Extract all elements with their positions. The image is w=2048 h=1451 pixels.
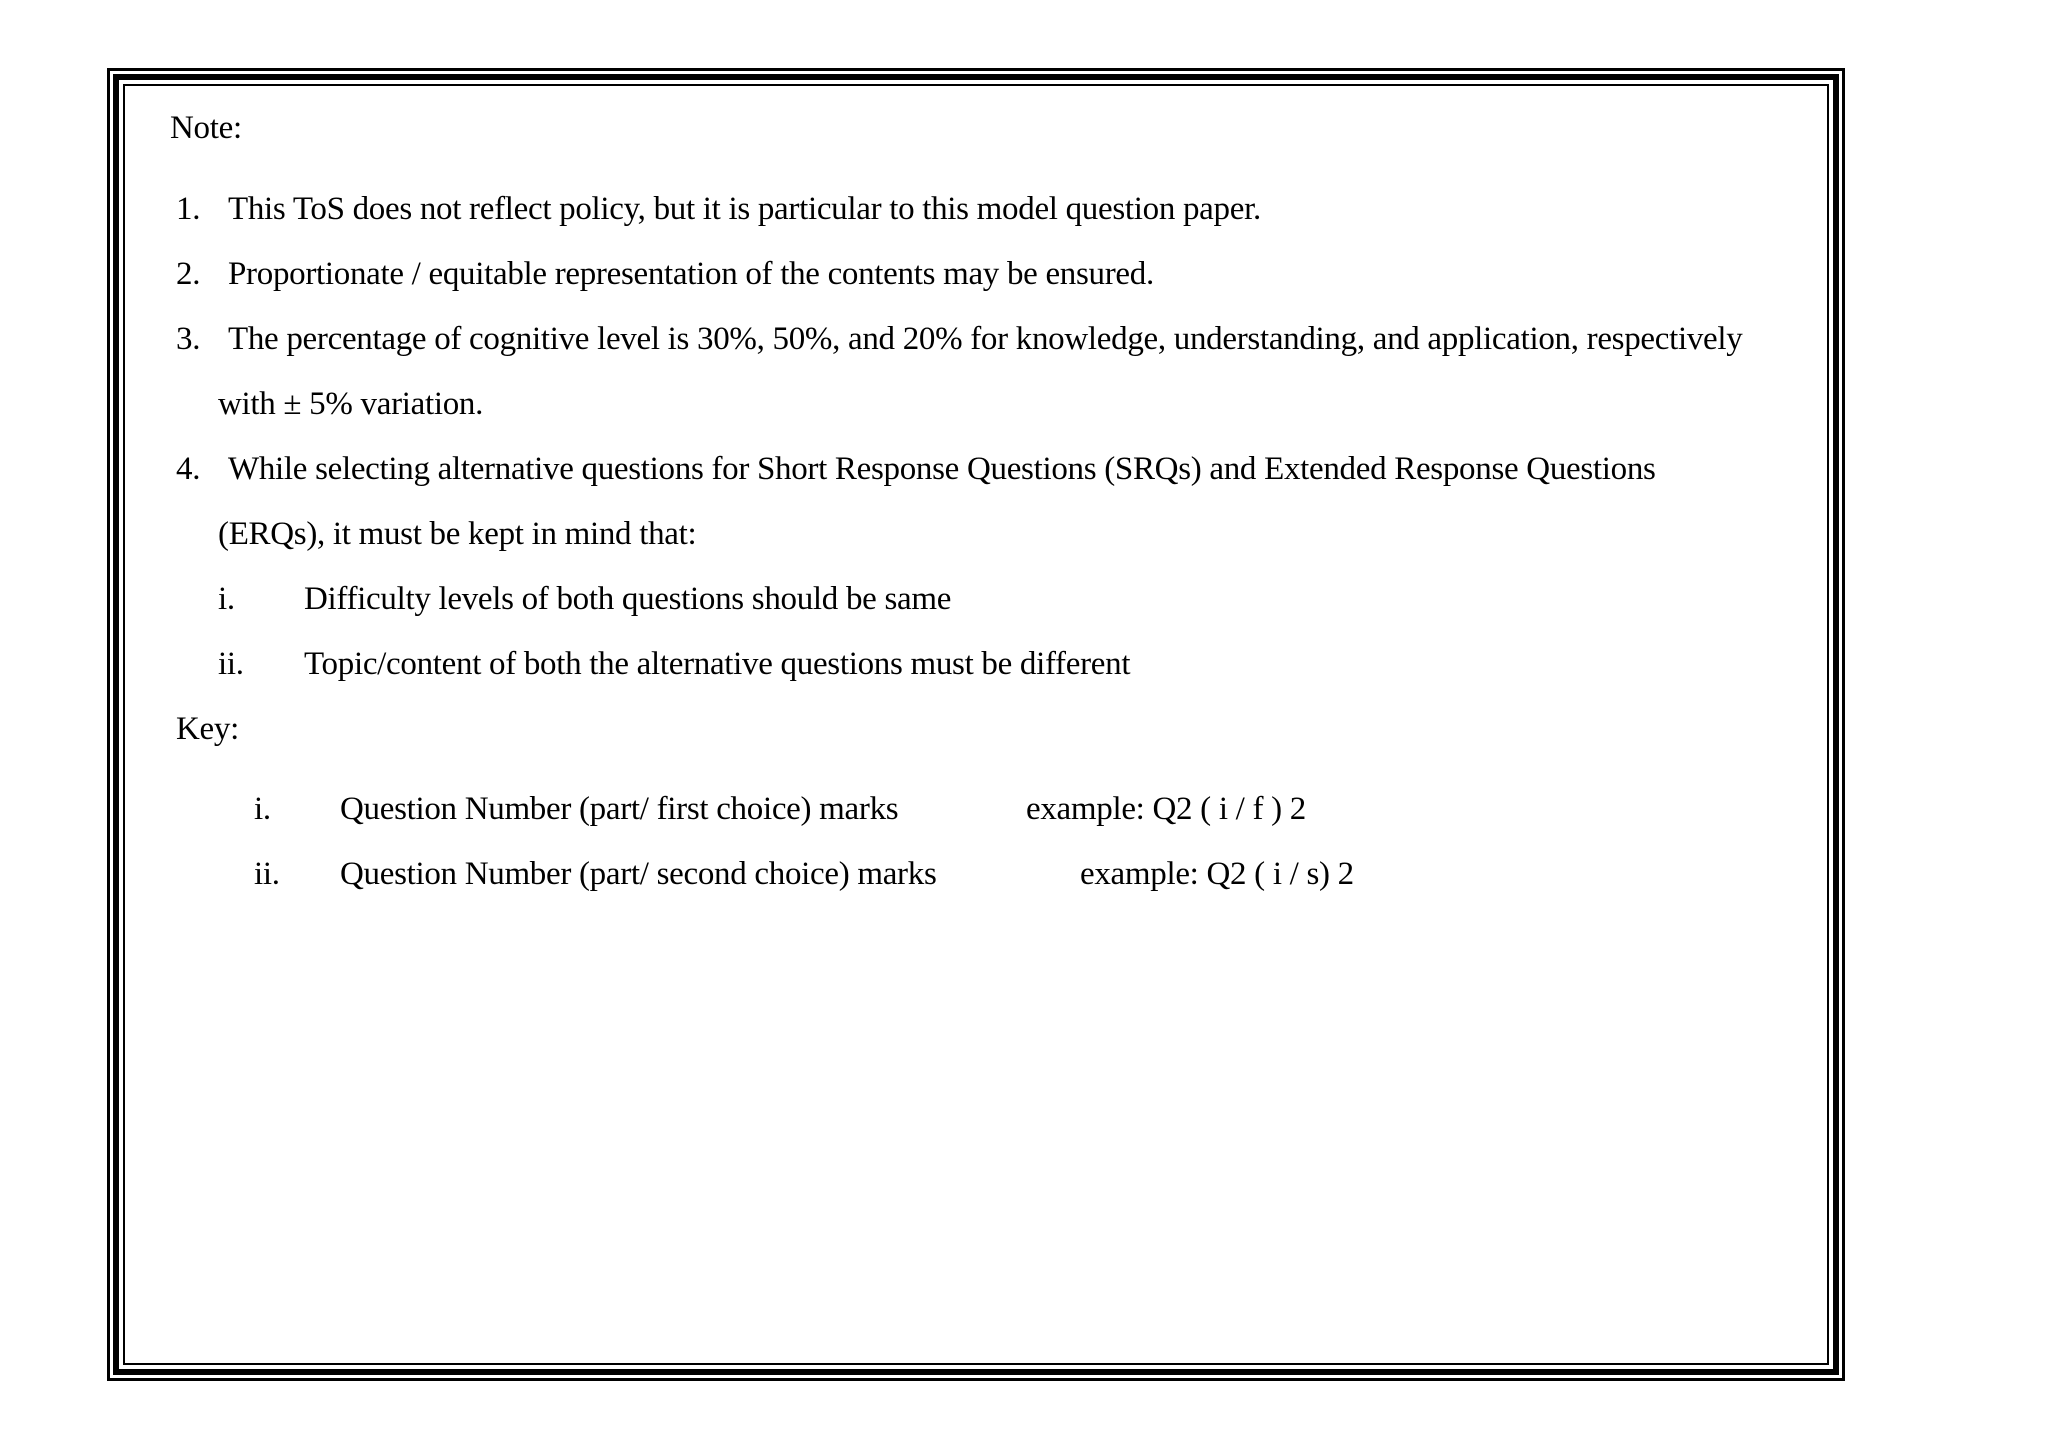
key-item-1-text: Question Number (part/ first choice) marks (340, 791, 899, 827)
note-item-1-text: This ToS does not reflect policy, but it is particular to this model question paper. (228, 191, 1261, 227)
note-subitem-1-text: Difficulty levels of both questions should be same (304, 581, 952, 617)
note-item-3-number: 3. (176, 321, 201, 357)
note-item-1-number: 1. (176, 191, 201, 227)
note-item-3-continuation: with ± 5% variation. (218, 386, 484, 422)
key-item-2-example: example: Q2 ( i / s) 2 (1080, 856, 1354, 892)
note-item-4-continuation: (ERQs), it must be kept in mind that: (218, 516, 697, 552)
key-item-2-text: Question Number (part/ second choice) marks (340, 856, 937, 892)
note-item-2-number: 2. (176, 256, 201, 292)
key-item-2-numeral: ii. (254, 856, 280, 892)
note-subitem-2-text: Topic/content of both the alternative questions must be different (304, 646, 1131, 682)
note-subitem-2-numeral: ii. (218, 646, 244, 682)
note-heading: Note: (170, 110, 242, 146)
note-item-2-text: Proportionate / equitable representation of the contents may be ensured. (228, 256, 1154, 292)
note-item-4-number: 4. (176, 451, 201, 487)
key-item-1-numeral: i. (254, 791, 271, 827)
note-item-3-text: The percentage of cognitive level is 30%, 50%, and 20% for knowledge, understanding, and application, respectively (228, 321, 1743, 357)
key-heading: Key: (176, 711, 239, 747)
key-item-1-example: example: Q2 ( i / f ) 2 (1026, 791, 1306, 827)
note-item-4-text: While selecting alternative questions for Short Response Questions (SRQs) and Extended Response Questions (228, 451, 1656, 487)
note-subitem-1-numeral: i. (218, 581, 235, 617)
